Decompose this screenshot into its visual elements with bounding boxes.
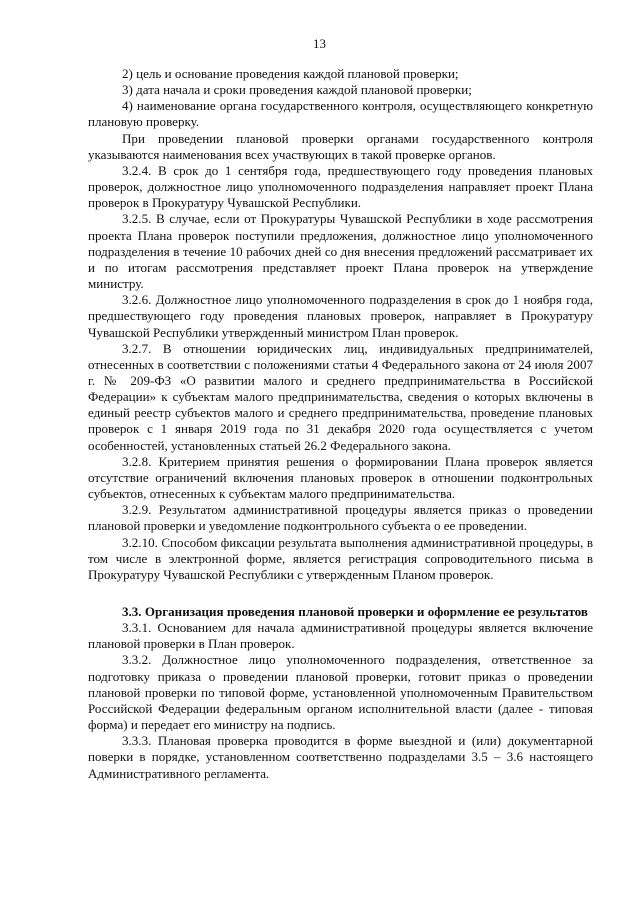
paragraph-3-2-9: 3.2.9. Результатом административной процедуры является приказ о проведении плановой проверки и уведомление подконтрольного субъекта о ее проведении.: [88, 502, 593, 534]
document-body: [88, 66, 593, 782]
section-heading-3-3: 3.3. Организация проведения плановой проверки и оформление ее результатов: [122, 604, 588, 619]
paragraph-3-2-4: 3.2.4. В срок до 1 сентября года, предшествующего году проведения плановых проверок, должностное лицо уполномоченного подразделения направляет проект Плана проверок в Прокуратуру Чувашской Республики.: [88, 162, 593, 211]
list-item-4: 4) наименование органа государственного контроля, осуществляющего конкретную плановую проверку.: [88, 98, 593, 130]
paragraph-3-3-3: 3.3.3. Плановая проверка проводится в форме выездной и (или) документарной поверки в порядке, установленном соответственно подразделами 3.5 – 3.6 настоящего Административного регламента.: [88, 733, 593, 781]
paragraph-3-3-2: 3.3.2. Должностное лицо уполномоченного подразделения, ответственное за подготовку приказа о проведении плановой проверки, готовит приказ о проведении плановой проверки по типовой форме, установленной уполномоченным Правительством Российской Федерации федеральным органом исполнительной власти (далее - типовая форма) и передает его министру на подпись.: [88, 652, 593, 733]
list-item-2: 2) цель и основание проведения каждой плановой проверки;: [122, 66, 459, 81]
paragraph-3-2-10: 3.2.10. Способом фиксации результата выполнения административной процедуры, в том числе в электронной форме, является регистрация сопроводительного письма в Прокуратуру Чувашской Республики с утвержденным Планом проверок.: [88, 534, 593, 582]
paragraph-3-2-8: 3.2.8. Критерием принятия решения о формировании Плана проверок является отсутствие ограничений включения плановых проверок в отношении подконтрольных субъектов, отнесенных к субъектам малого предпринимательства.: [88, 453, 593, 502]
paragraph-joint-inspection: При проведении плановой проверки органами государственного контроля указываются наименования всех участвующих в такой проверке органов.: [88, 130, 593, 162]
list-item-3: 3) дата начала и сроки проведения каждой плановой проверки;: [122, 82, 472, 98]
paragraph-3-2-7: 3.2.7. В отношении юридических лиц, индивидуальных предпринимателей, отнесенных в соответствии с положениями статьи 4 Федерального закона от 24 июля 2007 г. № 209-ФЗ «О развитии малого и среднего предпринимательства в Российской Федерации» к субъектам малого предпринимательства, сведения о которых включены в единый реестр субъектов малого и среднего предпринимательства, проведение плановых проверок с 1 января 2019 года по 31 декабря 2020 года осуществляется с учетом особенностей, установленных статьей 26.2 Федерального закона.: [88, 340, 593, 453]
paragraph-3-2-6: 3.2.6. Должностное лицо уполномоченного подразделения в срок до 1 ноября года, предшествующего году проведения плановых проверок, направляет в Прокуратуру Чувашской Республики утвержденный министром План проверок.: [88, 292, 593, 340]
paragraph-3-3-1: 3.3.1. Основанием для начала административной процедуры является включение плановой проверки в План проверок.: [88, 620, 593, 652]
page-number: 13: [313, 36, 326, 51]
paragraph-3-2-5: 3.2.5. В случае, если от Прокуратуры Чувашской Республики в ходе рассмотрения проекта Плана проверок поступили предложения, должностное лицо уполномоченного подразделения в течение 10 рабочих дней со дня внесения предложений рассматривает их и по итогам рассмотрения представляет проект Плана проверок на утверждение министру.: [88, 211, 593, 292]
